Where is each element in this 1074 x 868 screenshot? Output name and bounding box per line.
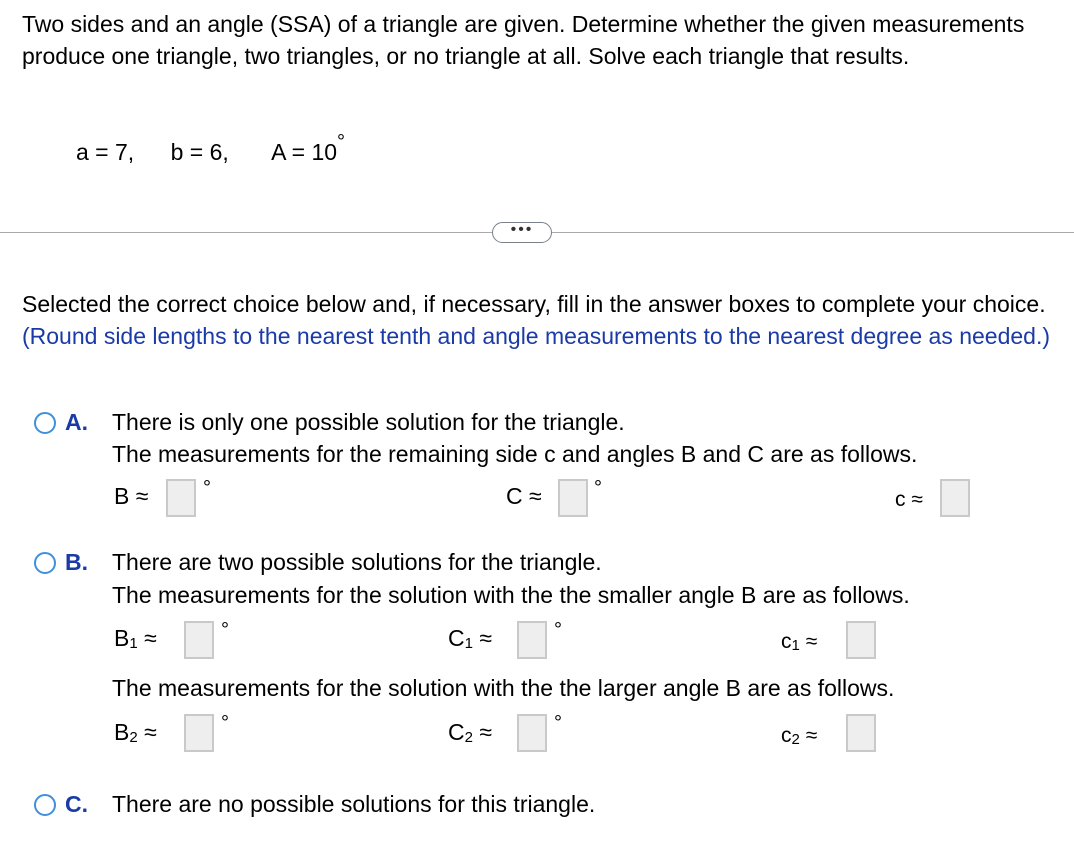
choice-b-letter: B. [65, 549, 88, 575]
label-C: C ≈ [506, 483, 542, 509]
label-B: B ≈ [114, 483, 149, 509]
choice-b-subtext-smaller: The measurements for the solution with the the smaller angle B are as follows. [112, 582, 910, 608]
input-side-c1[interactable] [846, 621, 876, 659]
degree-symbol: ° [594, 477, 602, 499]
instructions [22, 288, 1067, 352]
given-b: b = 6, [170, 139, 229, 165]
choice-b-subtext-larger: The measurements for the solution with the the larger angle B are as follows. [112, 675, 895, 701]
degree-symbol: ° [221, 619, 229, 641]
input-angle-B[interactable] [166, 479, 196, 517]
instructions-main: Selected the correct choice below and, if necessary, fill in the answer boxes to complete your choice. [22, 291, 1046, 317]
label-side-c1: $c_1$ ≈ [781, 630, 818, 654]
degree-symbol: ° [554, 619, 562, 641]
given-a: a = 7, [76, 139, 135, 165]
label-B1: $B_1$ ≈ [114, 625, 157, 652]
radio-choice-b[interactable] [34, 552, 56, 574]
degree-symbol: ° [203, 477, 211, 499]
degree-symbol: ° [337, 131, 346, 153]
input-angle-C2[interactable] [517, 714, 547, 752]
choice-c-letter: C. [65, 791, 88, 817]
input-side-c[interactable] [940, 479, 970, 517]
input-angle-B2[interactable] [184, 714, 214, 752]
instructions-hint: (Round side lengths to the nearest tenth and angle measurements to the nearest degree as needed.) [22, 323, 1051, 349]
choice-b-text: There are two possible solutions for the triangle. [112, 549, 602, 575]
problem-prompt: Two sides and an angle (SSA) of a triangle are given. Determine whether the given measurements produce one triangle, two triangles, or no triangle at all. Solve each triangle that results. [22, 11, 1025, 69]
choice-c-text: There are no possible solutions for this triangle. [112, 791, 596, 817]
radio-choice-a[interactable] [34, 412, 56, 434]
choice-a-text: There is only one possible solution for the triangle. [112, 409, 625, 435]
input-angle-C1[interactable] [517, 621, 547, 659]
more-options-button[interactable]: ••• [492, 222, 552, 243]
label-side-c: c ≈ [895, 488, 923, 511]
label-B2: $B_2$ ≈ [114, 719, 157, 746]
degree-symbol: ° [221, 712, 229, 734]
given-values [76, 131, 346, 170]
radio-choice-c[interactable] [34, 794, 56, 816]
input-angle-C[interactable] [558, 479, 588, 517]
choice-a-subtext: The measurements for the remaining side c and angles B and C are as follows. [112, 441, 918, 467]
choice-a-letter: A. [65, 409, 88, 435]
label-C2: $C_2$ ≈ [448, 719, 492, 746]
input-angle-B1[interactable] [184, 621, 214, 659]
label-C1: $C_1$ ≈ [448, 625, 492, 652]
label-side-c2: $c_2$ ≈ [781, 724, 818, 748]
degree-symbol: ° [554, 712, 562, 734]
given-angle-A: A = 10° [271, 136, 345, 170]
input-side-c2[interactable] [846, 714, 876, 752]
